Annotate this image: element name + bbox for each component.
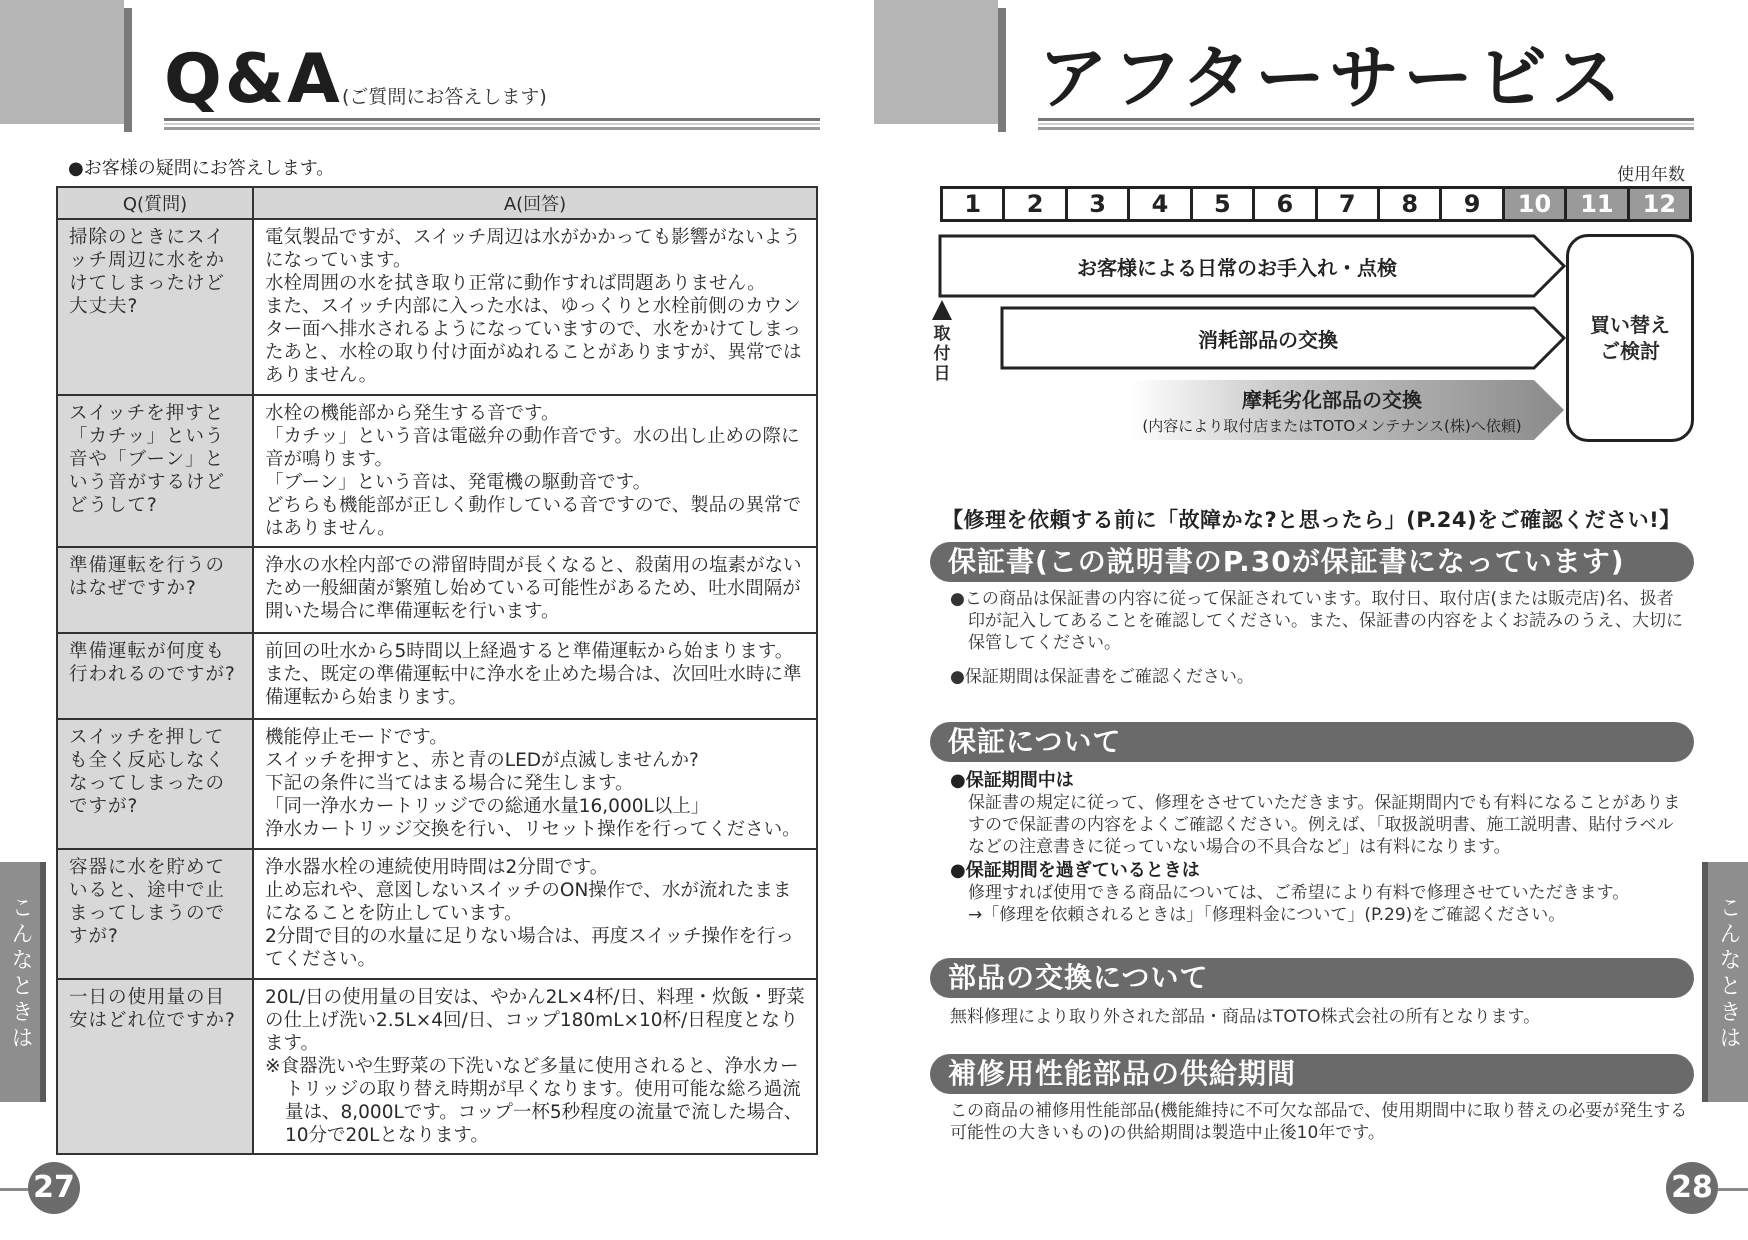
page-number-left: 27 — [28, 1162, 80, 1214]
answer-line: 電気製品ですが、スイッチ周辺は水がかかっても影響がないようになっています。 — [265, 227, 801, 271]
page-title: アフターサービス — [1038, 37, 1626, 119]
warranty-period-subhead: ●保証期間中は — [950, 770, 1074, 791]
consumables-label: 消耗部品の交換 — [1198, 327, 1338, 352]
about-warranty-text — [950, 770, 1688, 926]
left-header-block — [0, 0, 124, 124]
answer-line: 前回の吐水から5時間以上経過すると準備運転から始まります。 — [265, 641, 794, 662]
answer-cell — [253, 979, 817, 1154]
year-cell: 5 — [1193, 189, 1252, 219]
answer-cell — [253, 633, 817, 719]
install-date-label: 取付日 — [933, 324, 951, 384]
title-rule — [1038, 118, 1694, 130]
answer-cell — [253, 547, 817, 633]
repair-check-note: 【修理を依頼する前に「故障かな?と思ったら」(P.24)をご確認ください!】 — [942, 508, 1681, 532]
answer-line: 下記の条件に当てはまる場合に発生します。 — [265, 773, 634, 794]
table-row — [57, 547, 817, 633]
table-row — [57, 219, 817, 395]
answer-line: 止め忘れや、意図しないスイッチのON操作で、水が流れたままになることを防止しています。 — [265, 880, 792, 924]
header-question: Q(質問) — [57, 187, 253, 219]
question-cell: 準備運転が何度も行われるのですが? — [57, 633, 253, 719]
page-number-right: 28 — [1666, 1162, 1718, 1214]
repair-reference-text: →「修理を依頼されるときは」「修理料金について」(P.29)をご確認ください。 — [968, 905, 1566, 925]
install-date-marker-icon — [932, 300, 952, 320]
answer-line: 2分間で目的の水量に足りない場合は、再度スイッチ操作を行ってください。 — [265, 926, 795, 970]
year-cell: 2 — [1005, 189, 1064, 219]
year-cell: 1 — [943, 189, 1002, 219]
replace-box: 買い替え ご検討 — [1566, 234, 1694, 442]
title-rule — [164, 118, 820, 130]
answer-cell — [253, 849, 817, 979]
years-scale — [940, 186, 1692, 222]
side-tab-right[interactable]: こんなときは — [1708, 862, 1748, 1102]
table-row — [57, 979, 817, 1154]
supply-text: この商品の補修用性能部品(機能維持に不可欠な部品で、使用期間中に取り替えの必要が発生する可能性の大きいもの)の供給期間は製造中止後10年です。 — [950, 1101, 1688, 1143]
year-cell: 4 — [1130, 189, 1189, 219]
page-number-rule — [1718, 1188, 1748, 1191]
table-row — [57, 719, 817, 849]
expired-warranty-text: 修理すれば使用できる商品については、ご希望により有料で修理させていただきます。 — [968, 883, 1630, 903]
answer-line: スイッチを押すと、赤と青のLEDが点滅しませんか? — [265, 750, 699, 771]
answer-line: 「同一浄水カートリッジでの総通水量16,000L以上」 — [265, 796, 710, 817]
year-cell: 11 — [1567, 189, 1626, 219]
section-heading-about-warranty: 保証について — [930, 722, 1694, 762]
answer-line: どちらも機能部が正しく動作している音ですので、製品の異常ではありません。 — [265, 495, 802, 539]
right-header-block — [874, 0, 998, 124]
question-cell: 掃除のときにスイッチ周辺に水をかけてしまったけど大丈夫? — [57, 219, 253, 395]
answer-line: 機能停止モードです。 — [265, 727, 448, 748]
question-cell: スイッチを押しても全く反応しなくなってしまったのですが? — [57, 719, 253, 849]
table-row — [57, 849, 817, 979]
question-cell: 準備運転を行うのはなぜですか? — [57, 547, 253, 633]
daily-care-label: お客様による日常のお手入れ・点検 — [1077, 255, 1397, 280]
expired-warranty-subhead: ●保証期間を過ぎているときは — [950, 860, 1200, 881]
warranty-bullet: ●この商品は保証書の内容に従って保証されています。取付日、取付店(または販売店)名、扱者印が記入してあることを確認してください。また、保証書の内容をよくお読みのうえ、大切に保管してください。 — [950, 589, 1684, 653]
year-cell: 8 — [1380, 189, 1439, 219]
section-heading-parts: 部品の交換について — [930, 958, 1694, 998]
year-cell: 6 — [1255, 189, 1314, 219]
parts-text: 無料修理により取り外された部品・商品はTOTO株式会社の所有となります。 — [950, 1007, 1541, 1027]
year-cell: 3 — [1068, 189, 1127, 219]
answer-line: 「ブーン」という音は、発電機の駆動音です。 — [265, 472, 652, 493]
years-label: 使用年数 — [1617, 165, 1685, 185]
answer-line: 水栓周囲の水を拭き取り正常に動作すれば問題ありません。 — [265, 273, 766, 294]
answer-line: 浄水カートリッジ交換を行い、リセット操作を行ってください。 — [265, 819, 801, 840]
warranty-text — [950, 588, 1688, 688]
year-cell: 7 — [1318, 189, 1377, 219]
section-heading-supply: 補修用性能部品の供給期間 — [930, 1054, 1694, 1094]
header-answer: A(回答) — [253, 187, 817, 219]
question-cell: 一日の使用量の目安はどれ位ですか? — [57, 979, 253, 1154]
answer-note: ※食器洗いや生野菜の下洗いなど多量に使用されると、浄水カートリッジの取り替え時期が早くなります。使用可能な総ろ過流量は、8,000Lです。コップ一杯5秒程度の流量で流した場合、10分で20Lとなります。 — [265, 1056, 803, 1146]
qa-table — [56, 186, 818, 1155]
question-cell: 容器に水を貯めていると、途中で止まってしまうのですが? — [57, 849, 253, 979]
year-cell: 10 — [1505, 189, 1564, 219]
answer-line: 20L/日の使用量の目安は、やかん2L×4杯/日、料理・炊飯・野菜の仕上げ洗い2.5L×4回/日、コップ180mL×10杯/日程度となります。 — [265, 987, 805, 1054]
answer-line: 「カチッ」という音は電磁弁の動作音です。水の出し止めの際に音が鳴ります。 — [265, 426, 800, 470]
section-heading-warranty: 保証書(この説明書のP.30が保証書になっています) — [930, 542, 1694, 582]
answer-line: 水栓の機能部から発生する音です。 — [265, 403, 560, 424]
side-tab-left[interactable]: こんなときは — [0, 862, 40, 1102]
answer-line: 浄水器水栓の連続使用時間は2分間です。 — [265, 857, 609, 878]
question-cell: スイッチを押すと「カチッ」という音や「ブーン」という音がするけどどうして? — [57, 395, 253, 547]
wear-parts-label: 摩耗劣化部品の交換 (内容により取付店またはTOTOメンテナンス(株)へ依頼) — [1142, 388, 1522, 435]
warranty-period-text: 保証書の規定に従って、修理をさせていただきます。保証期間内でも有料になることがありますので保証書の内容をよくご確認ください。例えば、「取扱説明書、施工説明書、貼付ラベルなどの注意書きに従っていない場合の不具合など」は有料になります。 — [968, 793, 1681, 857]
answer-line: また、スイッチ内部に入った水は、ゆっくりと水栓前側のカウンター面へ排水されるようになっていますので、水をかけてしまったあと、水栓の取り付け面がぬれることがありますが、異常ではありません。 — [265, 296, 802, 386]
page-title: Q&A — [164, 40, 343, 119]
year-cell: 9 — [1442, 189, 1501, 219]
answer-cell — [253, 395, 817, 547]
page-number-rule — [0, 1188, 30, 1191]
page-subtitle: (ご質問にお答えします) — [342, 86, 547, 108]
year-cell: 12 — [1630, 189, 1689, 219]
table-row — [57, 395, 817, 547]
answer-cell — [253, 219, 817, 395]
answer-cell — [253, 719, 817, 849]
intro-text: ●お客様の疑問にお答えします。 — [68, 158, 335, 179]
table-row — [57, 633, 817, 719]
warranty-bullet: ●保証期間は保証書をご確認ください。 — [950, 667, 1254, 687]
answer-line: 浄水の水栓内部での滞留時間が長くなると、殺菌用の塩素がないため一般細菌が繁殖し始めている可能性があるため、吐水間隔が開いた場合に準備運転を行います。 — [265, 555, 802, 622]
answer-line: また、既定の準備運転中に浄水を止めた場合は、次回吐水時に準備運転から始まります。 — [265, 664, 802, 708]
